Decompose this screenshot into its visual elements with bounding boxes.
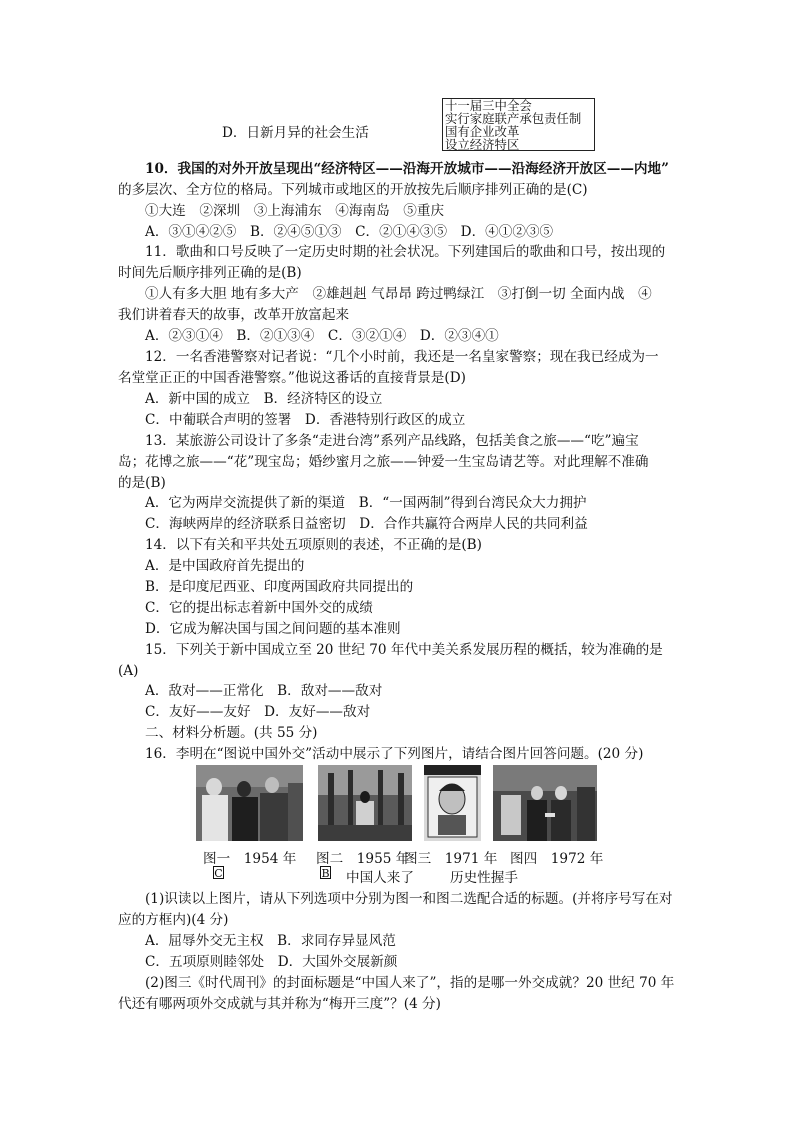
q13-line1: 13．某旅游公司设计了多条“走进台湾”系列产品线路，包括美食之旅——“吃”遍宝 xyxy=(145,433,639,449)
q14-stem: 14．以下有关和平共处五项原则的表述，不正确的是(B) xyxy=(145,537,482,553)
q15-opt2: C．友好——友好 D．友好——敌对 xyxy=(145,704,371,720)
q9-box-item: 设立经济特区 xyxy=(445,138,520,151)
q9-box-item: 实行家庭联产承包责任制 xyxy=(445,112,582,125)
photo-caption: 图一 1954 年 xyxy=(203,851,297,867)
q12-opt1: A．新中国的成立 B．经济特区的设立 xyxy=(145,391,383,407)
q16-part2-line1: (2)图三《时代周刊》的封面标题是“中国人来了”，指的是哪一外交成就？20 世纪 70 年 xyxy=(145,975,675,991)
q10-options: A．③①④②⑤ B．②④⑤①③ C．②①④③⑤ D．④①②③⑤ xyxy=(145,224,554,240)
q13-line3: 的是(B) xyxy=(118,475,166,491)
q10-items: ①大连 ②深圳 ③上海浦东 ④海南岛 ⑤重庆 xyxy=(145,203,445,219)
answer-box-figure1: C xyxy=(214,867,223,880)
q16-part1-line1: (1)识读以上图片，请从下列选项中分别为图一和图二选配合适的标题。(并将序号写在对 xyxy=(145,891,673,907)
photo-1954 xyxy=(196,765,303,841)
q15-opt1: A．敌对——正常化 B．敌对——敌对 xyxy=(145,683,383,699)
q16-part2-line2: 代还有哪两项外交成就与其并称为“梅开三度”？(4 分) xyxy=(118,996,441,1012)
answer-box-figure2: B xyxy=(321,867,330,880)
q9-box xyxy=(442,98,595,151)
sub-caption: 历史性握手 xyxy=(450,870,518,886)
section-heading: 二、材料分析题。(共 55 分) xyxy=(145,725,318,741)
q14-option-c: C．它的提出标志着新中国外交的成绩 xyxy=(145,600,373,616)
q15-line1: 15．下列关于新中国成立至 20 世纪 70 年代中美关系发展历程的概括，较为准确的是 xyxy=(145,642,663,658)
q10-line1: 10．我国的对外开放呈现出“经济特区——沿海开放城市——沿海经济开放区——内地” xyxy=(145,161,669,177)
photo-caption: 图二 1955 年 xyxy=(316,851,410,867)
photo-1972-handshake xyxy=(493,765,597,841)
q13-opt2: C．海峡两岸的经济联系日益密切 D．合作共赢符合两岸人民的共同利益 xyxy=(145,516,588,532)
q10-line2: 的多层次、全方位的格局。下列城市或地区的开放按先后顺序排列正确的是(C) xyxy=(118,182,588,198)
q9-box-item: 国有企业改革 xyxy=(445,125,520,138)
q13-opt1: A．它为两岸交流提供了新的渠道 B．“一国两制”得到台湾民众大力拥护 xyxy=(145,495,587,511)
photo-1955 xyxy=(318,765,412,841)
q12-line1: 12．一名香港警察对记者说：“几个小时前，我还是一名皇家警察；现在我已经成为一 xyxy=(145,349,659,365)
q9-option-d: D．日新月异的社会生活 xyxy=(222,125,369,141)
q16-part1-line2: 应的方框内)(4 分) xyxy=(118,912,229,928)
q9-box-item: 十一届三中全会 xyxy=(445,99,532,112)
sub-caption: 中国人来了 xyxy=(346,870,414,886)
q16-part1-opt1: A．屈辱外交无主权 B．求同存异显风范 xyxy=(145,933,396,949)
q14-option-d: D．它成为解决国与国之间问题的基本准则 xyxy=(145,621,401,637)
q12-line2: 名堂堂正正的中国香港警察。”他说这番话的直接背景是(D) xyxy=(118,370,466,386)
photo-caption: 图三 1971 年 xyxy=(404,851,498,867)
q11-line3: ①人有多大胆 地有多大产 ②雄赳赳 气昂昂 跨过鸭绿江 ③打倒一切 全面内战 ④ xyxy=(145,286,652,302)
photo-caption: 图四 1972 年 xyxy=(510,851,604,867)
q11-line2: 时间先后顺序排列正确的是(B) xyxy=(118,265,302,281)
q15-line2: (A) xyxy=(118,663,139,679)
q13-line2: 岛；花博之旅——“花”现宝岛；婚纱蜜月之旅——钟爱一生宝岛请艺等。对此理解不准确 xyxy=(118,454,649,470)
q16-part1-opt2: C．五项原则睦邻处 D．大国外交展新颜 xyxy=(145,954,398,970)
q14-option-a: A．是中国政府首先提出的 xyxy=(145,558,305,574)
q11-options: A．②③①④ B．②①③④ C．③②①④ D．②③④① xyxy=(145,328,499,344)
q12-opt2: C．中葡联合声明的签署 D．香港特别行政区的成立 xyxy=(145,412,466,428)
q11-line1: 11．歌曲和口号反映了一定历史时期的社会状况。下列建国后的歌曲和口号，按出现的 xyxy=(145,244,666,260)
q11-line4: 我们讲着春天的故事，改革开放富起来 xyxy=(118,307,350,323)
q16-stem: 16．李明在“图说中国外交”活动中展示了下列图片，请结合图片回答问题。(20 分) xyxy=(145,746,644,762)
photo-1971-magazine-cover xyxy=(424,765,481,841)
q14-option-b: B．是印度尼西亚、印度两国政府共同提出的 xyxy=(145,579,414,595)
